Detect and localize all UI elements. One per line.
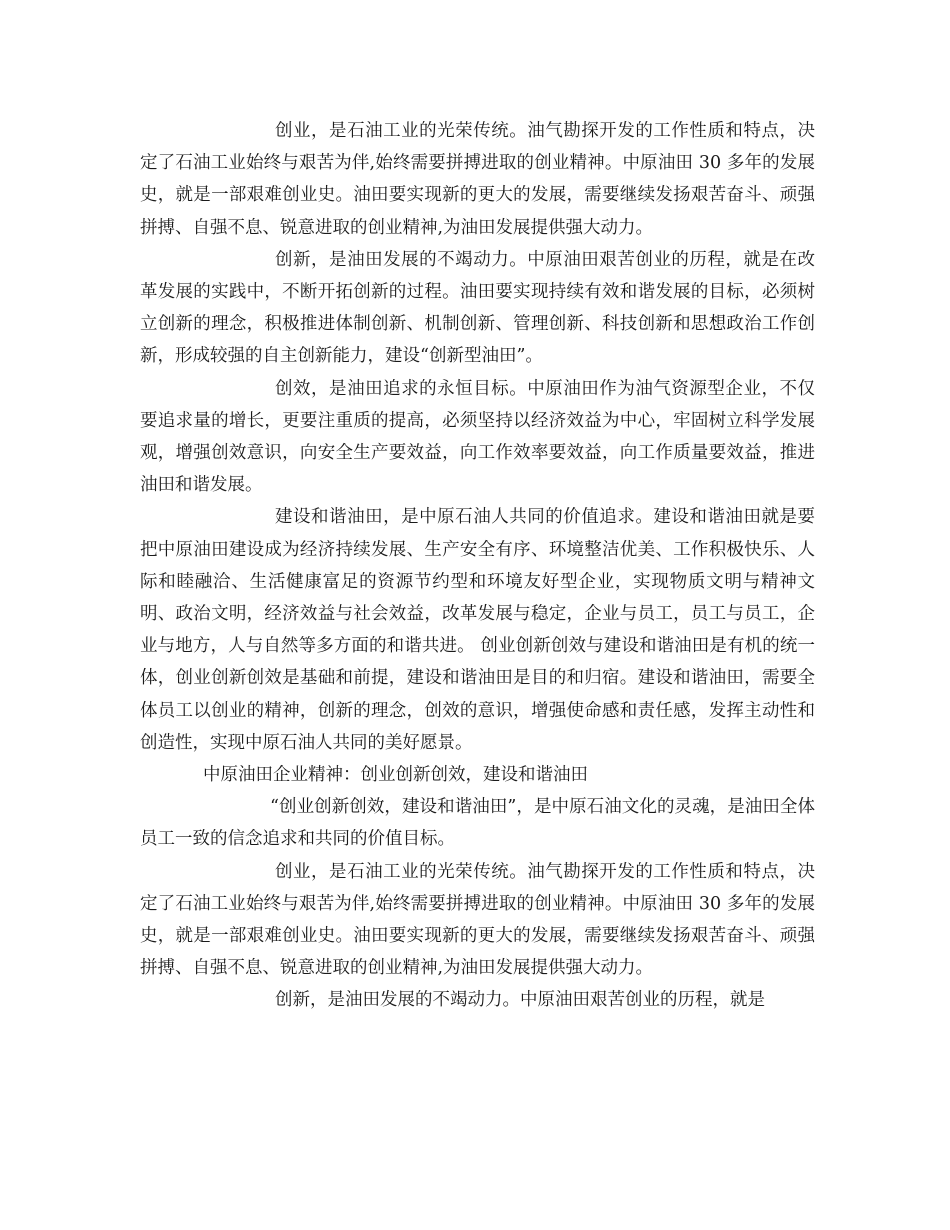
paragraph-innovation: 创新，是油田发展的不竭动力。中原油田艰苦创业的历程，就是在改革发展的实践中，不断开拓创新的过程。油田要实现持续有效和谐发展的目标，必须树立创新的理念，积极推进体制创新、机制创新、管理创新、科技创新和思想政治工作创新，形成较强的自主创新能力，建设“创新型油田”。 <box>140 249 815 367</box>
paragraph-harmonious-oilfield: 建设和谐油田，是中原石油人共同的价值追求。建设和谐油田就是要把中原油田建设成为经济持续发展、生产安全有序、环境整洁优美、工作积极快乐、人际和睦融洽、生活健康富足的资源节约型和环境友好型企业，实现物质文明与精神文明、政治文明，经济效益与社会效益，改革发展与稳定，企业与员工，员工与员工，企业与地方，人与自然等多方面的和谐共进。 创业创新创效与建设和谐油田是有机的统一体，创业创新创效是基础和前提，建设和谐油田是目的和归宿。建设和谐油田，需要全体员工以创业的精神，创新的理念，创效的意识，增强使命感和责任感，发挥主动性和创造性，实现中原石油人共同的美好愿景。 <box>140 507 815 753</box>
section-heading-enterprise-spirit: 中原油田企业精神：创业创新创效，建设和谐油田 <box>203 765 588 786</box>
paragraph-efficiency: 创效，是油田追求的永恒目标。中原油田作为油气资源型企业，不仅要追求量的增长，更要注重质的提高，必须坚持以经济效益为中心，牢固树立科学发展观，增强创效意识，向安全生产要效益，向工作效率要效益，向工作质量要效益，推进油田和谐发展。 <box>140 378 815 496</box>
document-page <box>140 115 815 1017</box>
paragraph-entrepreneurship: 创业，是石油工业的光荣传统。油气勘探开发的工作性质和特点，决定了石油工业始终与艰苦为伴,始终需要拼搏进取的创业精神。中原油田 30 多年的发展史，就是一部艰难创业史。油田要实现新的更大的发展，需要继续发扬艰苦奋斗、顽强拼搏、自强不息、锐意进取的创业精神,为油田发展提供强大动力。 <box>140 121 815 238</box>
paragraph-entrepreneurship-repeat: 创业，是石油工业的光荣传统。油气勘探开发的工作性质和特点，决定了石油工业始终与艰苦为伴,始终需要拼搏进取的创业精神。中原油田 30 多年的发展史，就是一部艰难创业史。油田要实现新的更大的发展，需要继续发扬艰苦奋斗、顽强拼搏、自强不息、锐意进取的创业精神,为油田发展提供强大动力。 <box>140 861 815 979</box>
paragraph-innovation-fragment: 创新，是油田发展的不竭动力。中原油田艰苦创业的历程，就是 <box>275 990 765 1011</box>
paragraph-spirit-summary: “创业创新创效，建设和谐油田”，是中原石油文化的灵魂，是油田全体员工一致的信念追求和共同的价值目标。 <box>140 797 815 850</box>
